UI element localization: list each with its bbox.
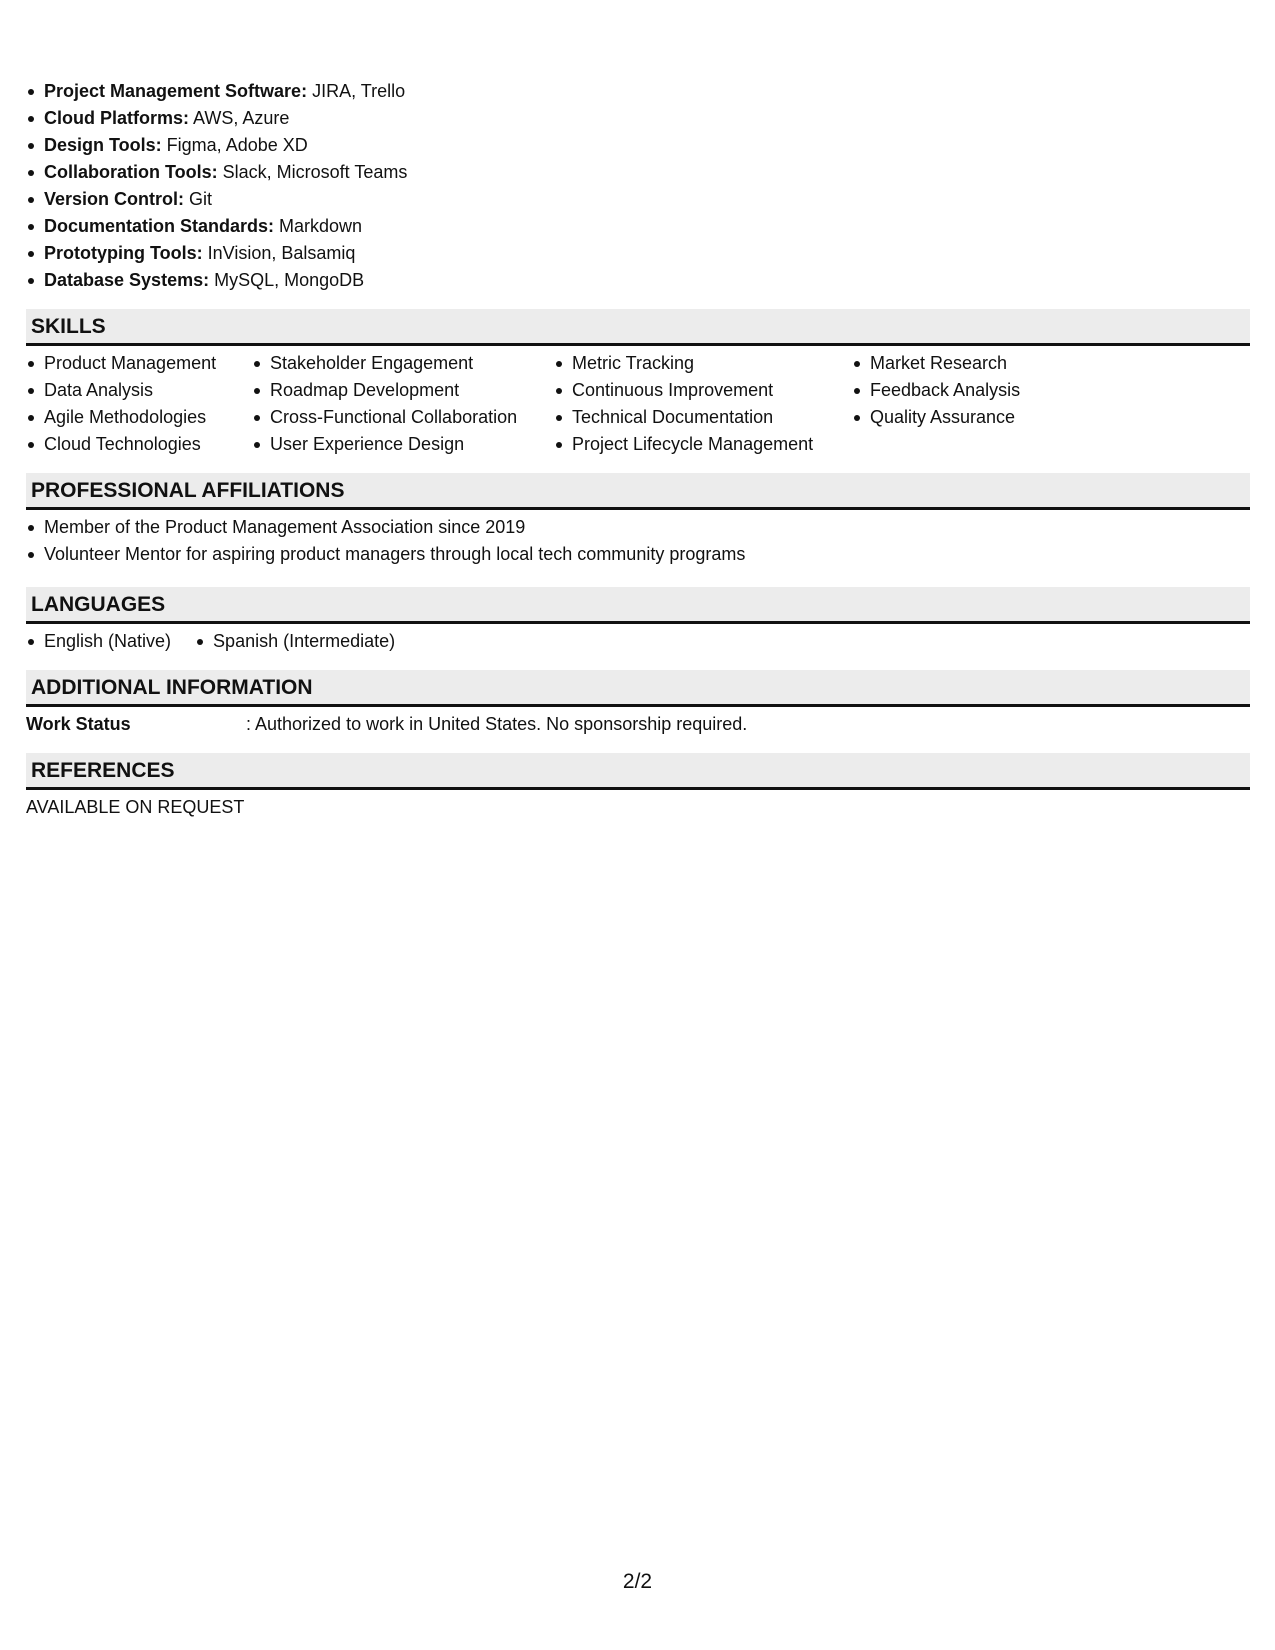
additional-info-section-header <box>26 670 1250 707</box>
work-status-row <box>26 711 1250 738</box>
tool-label: Project Management Software: <box>44 81 308 101</box>
skill-item: Technical Documentation <box>554 404 852 431</box>
tool-value: AWS, Azure <box>189 108 290 128</box>
skill-item: Project Lifecycle Management <box>554 431 852 458</box>
references-section-header <box>26 753 1250 790</box>
section-title: SKILLS <box>31 315 106 338</box>
skills-column <box>26 350 252 458</box>
tool-value: Markdown <box>274 216 363 236</box>
work-status-label: Work Status <box>26 714 131 734</box>
languages-section-header <box>26 587 1250 624</box>
skill-item: Cross-Functional Collaboration <box>252 404 554 431</box>
page-number: 2/2 <box>622 1570 653 1593</box>
skills-column <box>554 350 852 458</box>
skill-item: Stakeholder Engagement <box>252 350 554 377</box>
language-item: English (Native) <box>26 628 171 655</box>
skill-item: User Experience Design <box>252 431 554 458</box>
languages-body <box>26 624 1250 655</box>
skill-item: Agile Methodologies <box>26 404 252 431</box>
resume-page <box>26 78 1250 821</box>
skill-item: Roadmap Development <box>252 377 554 404</box>
skills-section-header <box>26 309 1250 346</box>
references-text: AVAILABLE ON REQUEST <box>26 797 245 817</box>
affiliation-item: Volunteer Mentor for aspiring product managers through local tech community programs <box>26 541 1250 568</box>
skill-item: Metric Tracking <box>554 350 852 377</box>
affiliations-body <box>26 510 1250 568</box>
tool-value: JIRA, Trello <box>307 81 406 101</box>
tool-label: Design Tools: <box>44 135 162 155</box>
additional-info-body <box>26 707 1250 738</box>
tool-item <box>26 240 1250 267</box>
tool-value: Slack, Microsoft Teams <box>217 162 408 182</box>
skills-column <box>852 350 1052 458</box>
skill-item: Feedback Analysis <box>852 377 1052 404</box>
tool-item <box>26 186 1250 213</box>
tool-item <box>26 213 1250 240</box>
tools-list <box>26 78 1250 294</box>
affiliations-list <box>26 514 1250 568</box>
tool-item <box>26 159 1250 186</box>
section-title: ADDITIONAL INFORMATION <box>31 676 313 699</box>
tool-item <box>26 267 1250 294</box>
section-title: LANGUAGES <box>31 593 166 616</box>
skills-column <box>252 350 554 458</box>
affiliations-section-header <box>26 473 1250 510</box>
tool-label: Documentation Standards: <box>44 216 275 236</box>
languages-list <box>26 628 419 655</box>
section-title: PROFESSIONAL AFFILIATIONS <box>31 479 345 502</box>
tool-label: Version Control: <box>44 189 185 209</box>
work-status-value: : Authorized to work in United States. No sponsorship required. <box>246 714 748 734</box>
section-title: REFERENCES <box>31 759 175 782</box>
tool-value: InVision, Balsamiq <box>202 243 356 263</box>
skill-item: Market Research <box>852 350 1052 377</box>
skill-item: Product Management <box>26 350 252 377</box>
affiliation-item: Member of the Product Management Association since 2019 <box>26 514 1250 541</box>
skill-item: Continuous Improvement <box>554 377 852 404</box>
tool-value: Git <box>184 189 213 209</box>
tool-label: Database Systems: <box>44 270 210 290</box>
tool-item <box>26 78 1250 105</box>
language-item: Spanish (Intermediate) <box>195 628 395 655</box>
skill-item: Cloud Technologies <box>26 431 252 458</box>
skill-item: Data Analysis <box>26 377 252 404</box>
tool-label: Prototyping Tools: <box>44 243 203 263</box>
tool-value: MySQL, MongoDB <box>209 270 365 290</box>
skill-item: Quality Assurance <box>852 404 1052 431</box>
skills-grid <box>26 346 1250 458</box>
tool-item <box>26 105 1250 132</box>
tool-label: Collaboration Tools: <box>44 162 218 182</box>
tool-value: Figma, Adobe XD <box>161 135 308 155</box>
tool-item <box>26 132 1250 159</box>
tool-label: Cloud Platforms: <box>44 108 190 128</box>
